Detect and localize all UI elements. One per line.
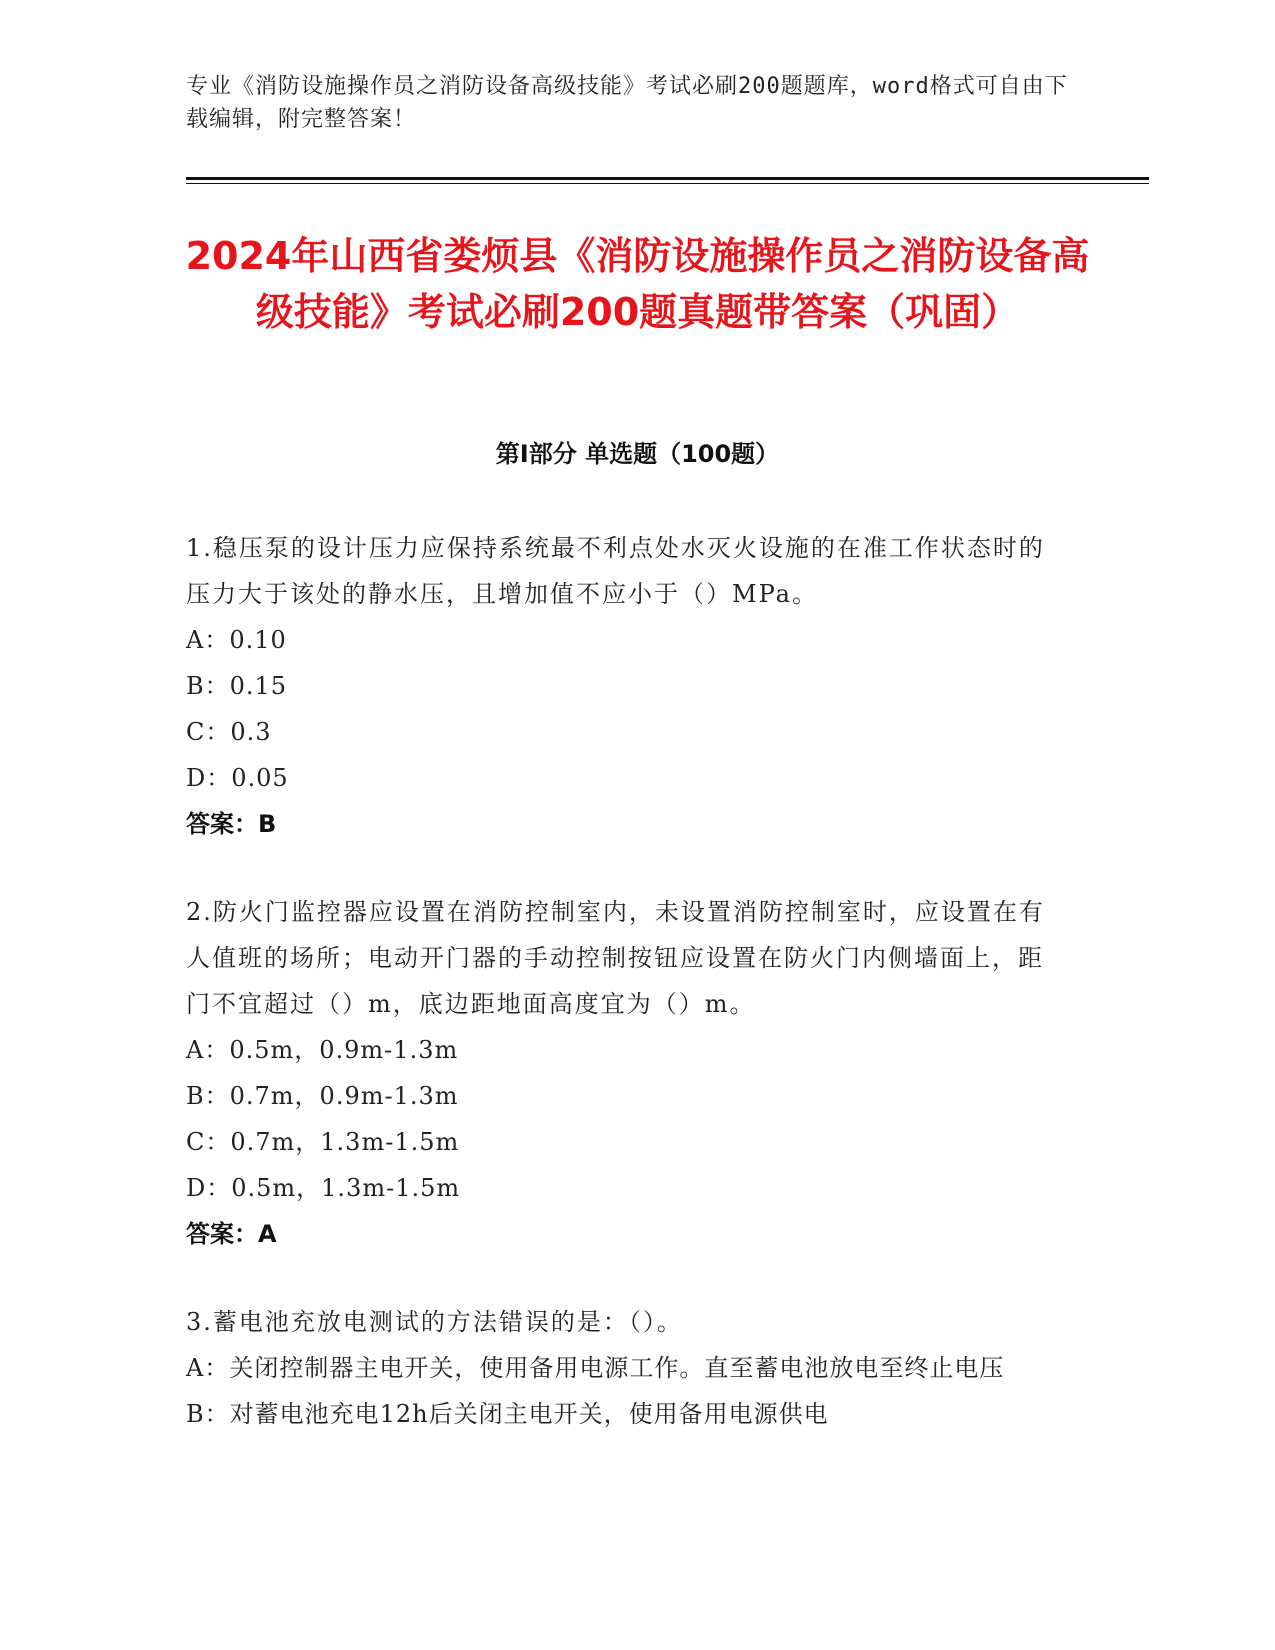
question-3 (186, 1299, 1066, 1437)
option-a: A：关闭控制器主电开关，使用备用电源工作。直至蓄电池放电至终止电压 (186, 1354, 1005, 1382)
question-stem: 3.蓄电池充放电测试的方法错误的是：（）。 (186, 1308, 683, 1336)
header-divider-thick (186, 177, 1149, 180)
option-a: A：0.5m，0.9m-1.3m (186, 1036, 459, 1064)
question-1 (186, 525, 1066, 847)
question-2 (186, 889, 1066, 1257)
section-heading: 第Ⅰ部分 单选题（100题） (495, 440, 780, 468)
question-stem: 1.稳压泵的设计压力应保持系统最不利点处水灭火设施的在准工作状态时的压力大于该处的静水压，且增加值不应小于（）MPa。 (186, 534, 1045, 608)
option-b: B：0.7m，0.9m-1.3m (186, 1082, 459, 1110)
answer: 答案：A (186, 1220, 277, 1248)
question-stem: 2.防火门监控器应设置在消防控制室内，未设置消防控制室时，应设置在有人值班的场所；电动开门器的手动控制按钮应设置在防火门内侧墙面上，距门不宜超过（）m，底边距地面高度宜为（）m。 (186, 898, 1045, 1018)
option-b: B：对蓄电池充电12h后关闭主电开关，使用备用电源供电 (186, 1400, 829, 1428)
answer: 答案：B (186, 810, 277, 838)
option-d: D：0.5m，1.3m-1.5m (186, 1174, 461, 1202)
option-b: B：0.15 (186, 672, 288, 700)
option-a: A：0.10 (186, 626, 287, 654)
header-note: 专业《消防设施操作员之消防设备高级技能》考试必刷200题题库，word格式可自由下载编辑，附完整答案！ (186, 74, 1068, 132)
option-d: D：0.05 (186, 764, 289, 792)
document-title: 2024年山西省娄烦县《消防设施操作员之消防设备高级技能》考试必刷200题真题带答案（巩固） (185, 234, 1090, 334)
option-c: C：0.7m，1.3m-1.5m (186, 1128, 460, 1156)
option-c: C：0.3 (186, 718, 272, 746)
header-divider-thin (186, 183, 1149, 184)
